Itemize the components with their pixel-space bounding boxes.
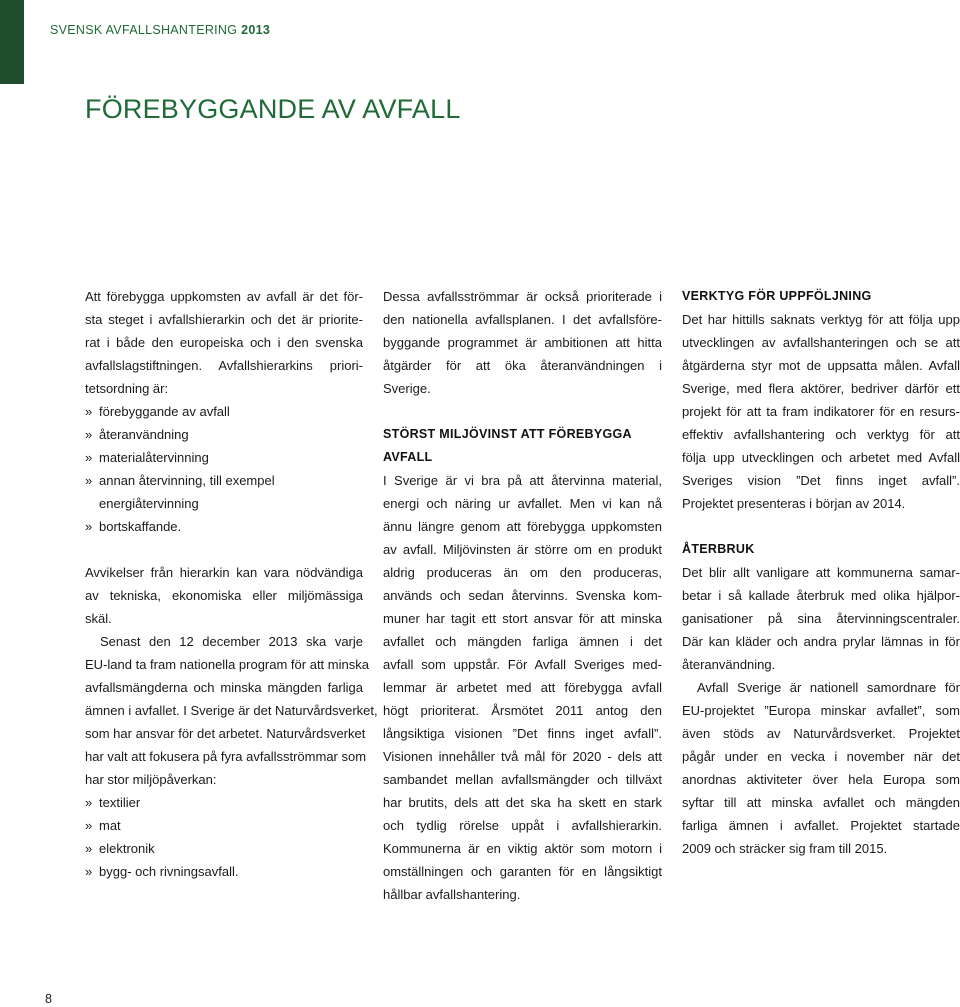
page-number: 8 bbox=[45, 992, 52, 1006]
text-line: syftar till att minska avfallet och mängden bbox=[682, 795, 960, 810]
text-line: EU-land ta fram nationella program för att minska bbox=[85, 657, 369, 672]
text-line: Avfall Sverige är nationell samordnare för bbox=[697, 680, 960, 695]
publication-name: SVENSK AVFALLSHANTERING bbox=[50, 23, 238, 37]
deviation-paragraph bbox=[85, 561, 363, 630]
text-line: projekt för att ta fram indikatorer för en resurs- bbox=[682, 404, 960, 419]
text-line: Det blir allt vanligare att kommunerna samar- bbox=[682, 565, 960, 580]
national-program-paragraph bbox=[85, 630, 378, 791]
section-heading: VERKTYG FÖR UPPFÖLJNING bbox=[682, 289, 872, 303]
text-line: åtgärderna styr mot de uppsatta målen. Avfall bbox=[682, 358, 960, 373]
text-line: av avfall. Miljövinsten är större om en produkt bbox=[383, 542, 662, 557]
text-line: tetsordning är: bbox=[85, 381, 169, 396]
text-line: ganisationer på sina återvinningscentraler. bbox=[682, 611, 960, 626]
text-line: även stöds av Naturvårdsverket. Projektet bbox=[682, 726, 960, 741]
text-line: Senast den 12 december 2013 ska varje bbox=[100, 634, 363, 649]
page-title: FÖREBYGGANDE AV AVFALL bbox=[85, 94, 461, 124]
follow-up-paragraph bbox=[682, 308, 960, 515]
text-line: byggande programmet är ambitionen att hitta bbox=[383, 335, 662, 350]
text-line: har valt att fokusera på fyra avfallsströmmar som bbox=[85, 749, 367, 764]
text-line: energi och näring ur avfallet. Men vi kan nå bbox=[383, 496, 662, 511]
environmental-gain-paragraph bbox=[383, 469, 662, 906]
text-line: sambandet mellan avfallsmängder och tillväxt bbox=[383, 772, 662, 787]
text-line: rat i både den europeiska och i den svenska bbox=[85, 335, 363, 350]
text-line: lemmar är arbetet med att förebygga avfall bbox=[383, 680, 662, 695]
text-line: används och sedan återvinns. Svenska kom- bbox=[383, 588, 662, 603]
text-line: betar i så kallade återbruk med olika hjälpor- bbox=[682, 588, 960, 603]
list-item: » bortskaffande. bbox=[85, 515, 363, 538]
waste-streams-list bbox=[85, 791, 363, 883]
text-line: pågår under en vecka i november när det bbox=[682, 749, 960, 764]
text-line: Visionen innehåller två mål för 2020 - dels att bbox=[383, 749, 662, 764]
text-line: den nationella avfallsplanen. I det avfallsföre- bbox=[383, 312, 662, 327]
text-line: ännu längre genom att förebygga uppkomsten bbox=[383, 519, 662, 534]
text-line: farliga ämnen i avfallet. Projektet startade bbox=[682, 818, 960, 833]
text-line: åtgärder för att öka återanvändningen i bbox=[383, 358, 662, 373]
text-line: effektiv avfallshantering och verktyg för att bbox=[682, 427, 960, 442]
section-heading: STÖRST MILJÖVINST ATT FÖREBYGGA AVFALL bbox=[383, 427, 632, 464]
list-item: » materialåtervinning bbox=[85, 446, 363, 469]
list-item: » återanvändning bbox=[85, 423, 363, 446]
priority-paragraph bbox=[383, 285, 662, 400]
list-item: » mat bbox=[85, 814, 363, 837]
text-line: som har ansvar för det arbetet. Naturvårdsverket bbox=[85, 726, 366, 741]
text-line: högt prioriterat. Årsmötet 2011 antog den bbox=[383, 703, 662, 718]
list-item: » annan återvinning, till exempel energiåtervinning bbox=[85, 469, 363, 515]
column-2 bbox=[383, 285, 662, 906]
text-line: hållbar avfallshantering. bbox=[383, 887, 521, 902]
section-heading: ÅTERBRUK bbox=[682, 542, 755, 556]
text-line: ämnen i avfallet. I Sverige är det Naturvårdsverket, bbox=[85, 703, 378, 718]
list-item: » bygg- och rivningsavfall. bbox=[85, 860, 363, 883]
text-line: avfallsmängderna och minska mängden farliga bbox=[85, 680, 363, 695]
text-line: EU-projektet ”Europa minskar avfallet”, som bbox=[682, 703, 960, 718]
text-line: Projektet presenteras i början av 2014. bbox=[682, 496, 906, 511]
text-line: Sverige. bbox=[383, 381, 431, 396]
text-line: Dessa avfallsströmmar är också prioriterade i bbox=[383, 289, 662, 304]
text-line: Där kan kläder och andra prylar lämnas in för bbox=[682, 634, 960, 649]
text-line: av tekniska, ekonomiska eller miljömässiga bbox=[85, 588, 363, 603]
text-line: sta steget i avfallshierarkin och det är priorite- bbox=[85, 312, 363, 327]
list-item: » förebyggande av avfall bbox=[85, 400, 363, 423]
text-line: omställningen och garanten för en långsiktigt bbox=[383, 864, 662, 879]
text-line: avfallslagstiftningen. Avfallshierarkins priori- bbox=[85, 358, 363, 373]
column-3 bbox=[682, 285, 960, 860]
text-line: Sverige, med flera aktörer, bedriver därför ett bbox=[682, 381, 960, 396]
reuse-paragraph bbox=[682, 561, 960, 676]
running-header bbox=[50, 23, 270, 37]
waste-hierarchy-list bbox=[85, 400, 363, 538]
text-line: långsiktiga visionen ”Det finns inget avfall”. bbox=[383, 726, 662, 741]
section-tab bbox=[0, 0, 24, 84]
text-line: Sveriges vision ”Det finns inget avfall”. bbox=[682, 473, 960, 488]
text-line: återanvändning. bbox=[682, 657, 776, 672]
column-1 bbox=[85, 285, 378, 883]
list-item: » elektronik bbox=[85, 837, 363, 860]
text-line: har stor miljöpåverkan: bbox=[85, 772, 217, 787]
text-line: har brutits, dels att det ska ha skett en stark bbox=[383, 795, 662, 810]
eu-project-paragraph bbox=[682, 676, 960, 860]
text-line: följa upp utvecklingen och arbetet med Avfall bbox=[682, 450, 960, 465]
spacer bbox=[85, 538, 363, 561]
spacer bbox=[383, 400, 662, 423]
text-line: 2009 och sträcker sig fram till 2015. bbox=[682, 841, 888, 856]
text-line: Att förebygga uppkomsten av avfall är det för- bbox=[85, 289, 363, 304]
text-line: skäl. bbox=[85, 611, 112, 626]
text-line: I Sverige är vi bra på att återvinna material, bbox=[383, 473, 662, 488]
text-line: utvecklingen av avfallshanteringen och se att bbox=[682, 335, 960, 350]
text-line: avfallet och mängden farliga ämnen i det bbox=[383, 634, 662, 649]
text-line: Det har hittills saknats verktyg för att följa upp bbox=[682, 312, 960, 327]
text-line: Avvikelser från hierarkin kan vara nödvändiga bbox=[85, 565, 363, 580]
publication-year: 2013 bbox=[241, 23, 271, 37]
intro-paragraph bbox=[85, 285, 363, 400]
text-line: och tydlig rörelse uppåt i avfallshierarkin. bbox=[383, 818, 662, 833]
list-item: » textilier bbox=[85, 791, 363, 814]
spacer bbox=[682, 515, 960, 538]
text-line: avfall som uppstår. För Avfall Sveriges med- bbox=[383, 657, 662, 672]
text-line: Kommunerna är en viktig aktör som motorn i bbox=[383, 841, 662, 856]
text-line: aldrig produceras än om den produceras, bbox=[383, 565, 662, 580]
text-line: anordnas aktiviteter över hela Europa som bbox=[682, 772, 960, 787]
text-line: muner har tagit ett stort ansvar för att minska bbox=[383, 611, 662, 626]
